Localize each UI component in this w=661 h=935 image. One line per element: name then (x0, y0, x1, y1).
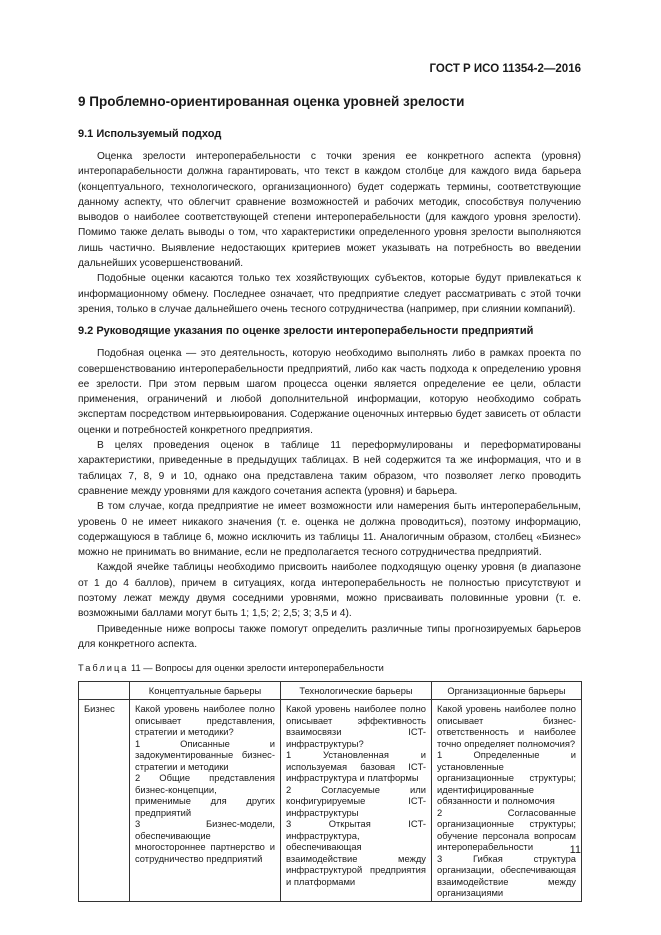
cell-line: Какой уровень наиболее полно описывает эффективность взаимосвязи ICT-инфраструктуры? (286, 703, 426, 749)
cell-line: 1 Определенные и установленные организационные структуры; идентифицированные обязанности и полномочия (437, 749, 576, 807)
paragraph: Подобные оценки касаются только тех хозяйствующих субъектов, которые будут привлекаться к информационному обмену. Последнее означает, что предприятие следует рассматривать с этой точки зрения, только в случае дальнейшего очень тесного сотрудничества (например, при слиянии компаний). (78, 273, 581, 315)
subsection-title-9-1: 9.1 Используемый подход (78, 128, 222, 140)
table-caption-text: 11 — Вопросы для оценки зрелости интероперабельности (131, 663, 384, 674)
table-caption-prefix: Таблица (78, 663, 129, 674)
table-header-row (79, 682, 582, 700)
cell-technological (281, 700, 432, 902)
cell-line: 3 Бизнес-модели, обеспечивающие многостороннее партнерство и сотрудничество предприятий (135, 818, 275, 864)
cell-line: 2 Общие представления бизнес-концепции, применимые для других предприятий (135, 772, 275, 818)
cell-line: Какой уровень наиболее полно описывает бизнес-ответственность и наиболее точно определяет полномочия? (437, 703, 576, 749)
cell-line: Какой уровень наиболее полно описывает представления, стратегии и методики? (135, 703, 275, 738)
cell-organizational (432, 700, 582, 902)
document-code: ГОСТ Р ИСО 11354-2—2016 (429, 63, 581, 75)
cell-conceptual (130, 700, 281, 902)
header-cell-organizational: Организационные барьеры (432, 682, 582, 700)
header-cell-empty (79, 682, 130, 700)
cell-line: 1 Установленная и используемая базовая ICT-инфраструктура и платформы (286, 749, 426, 784)
paragraph: В целях проведения оценок в таблице 11 переформулированы и переформатированы характеристики, приведенные в предыдущих таблицах. В ней содержится та же информация, что и в таблицах 7, 8, 9 и 10, однако она представлена таким образом, что позволяет легко проводить сравнение между уровнями для каждого сочетания аспекта (уровня) и барьера. (78, 440, 581, 497)
header-cell-technological: Технологические барьеры (281, 682, 432, 700)
header-cell-conceptual: Концептуальные барьеры (130, 682, 281, 700)
page-number: 11 (569, 844, 581, 856)
table-row (79, 700, 582, 902)
cell-line: 3 Открытая ICT-инфраструктура, обеспечивающая взаимодействие между инфраструктурой предприятия и платформами (286, 818, 426, 887)
row-label: Бизнес (79, 700, 130, 902)
paragraph: Оценка зрелости интероперабельности с точки зрения ее конкретного аспекта (уровня) интеропарабельности должна гарантировать, что текст в каждом столбце для каждого вида барьера (концептуального, технологического, организационного) будет содержать термины, соответствующие данному аспекту, что облегчит сравнение возможностей и рабочих методик, способствуя получению выводов о наиболее соответствующей степени интероперабельности (для каждого уровня зрелости). Помимо также делать выводы о том, что характеристики определенного уровня зрелости выполняются лишь частично. Выявление недостающих критериев может указывать на потребность во введении дальнейших усовершенствований. (78, 151, 581, 270)
cell-line: 3 Гибкая структура организации, обеспечивающая взаимодействие между организациями (437, 852, 576, 899)
page-content (78, 86, 581, 902)
assessment-table (78, 681, 582, 902)
section-title: 9 Проблемно-ориентированная оценка уровней зрелости (78, 94, 465, 109)
cell-line: 2 Согласованные организационные структуры; обучение персонала вопросам интероперабельности (437, 806, 576, 853)
paragraph: Подобная оценка — это деятельность, которую необходимо выполнять либо в рамках проекта по совершенствованию интероперабельности предприятий, либо как часть подхода к определению уровня ее зрелости. При этом первым шагом процесса оценки является определение ее цели, области применения, ограничений и любой дополнительной информации, которую необходимо собрать экспертам посредством интервьюирования. Содержание оценочных интервью будет зависеть от области оценки и потребностей конкретного предприятия. (78, 348, 581, 436)
paragraph: Приведенные ниже вопросы также помогут определить различные типы прогнозируемых барьеров для конкретного аспекта. (78, 623, 581, 650)
paragraph: Каждой ячейке таблицы необходимо присвоить наиболее подходящую оценку уровня (в диапазоне от 1 до 4 баллов), причем в ситуациях, когда интероперабельность не полностью присутствуют и поэтому лежат между двумя соседними уровнями, можно присваивать половинные уровни (т. е. возможными баллами могут быть 1; 1,5; 2; 2,5; 3; 3,5 и 4). (78, 562, 581, 620)
table-caption (78, 663, 581, 673)
subsection-title-9-2: 9.2 Руководящие указания по оценке зрелости интероперабельности предприятий (78, 325, 534, 338)
cell-line: 2 Согласуемые или конфигурируемые ICT-инфраструктуры (286, 783, 426, 818)
paragraph: В том случае, когда предприятие не имеет возможности или намерения быть интероперабельным, уровень 0 не имеет никакого значения (т. е. оценка не должна проводиться), поэтому информацию, содержащуюся в таблице 6, можно исключить из таблицы 11. Аналогичным образом, столбец «Бизнес» можно не принимать во внимание, если не предполагается тесного сотрудничества предприятий. (78, 501, 581, 559)
cell-line: 1 Описанные и задокументированные бизнес-стратегии и методики (135, 737, 275, 772)
